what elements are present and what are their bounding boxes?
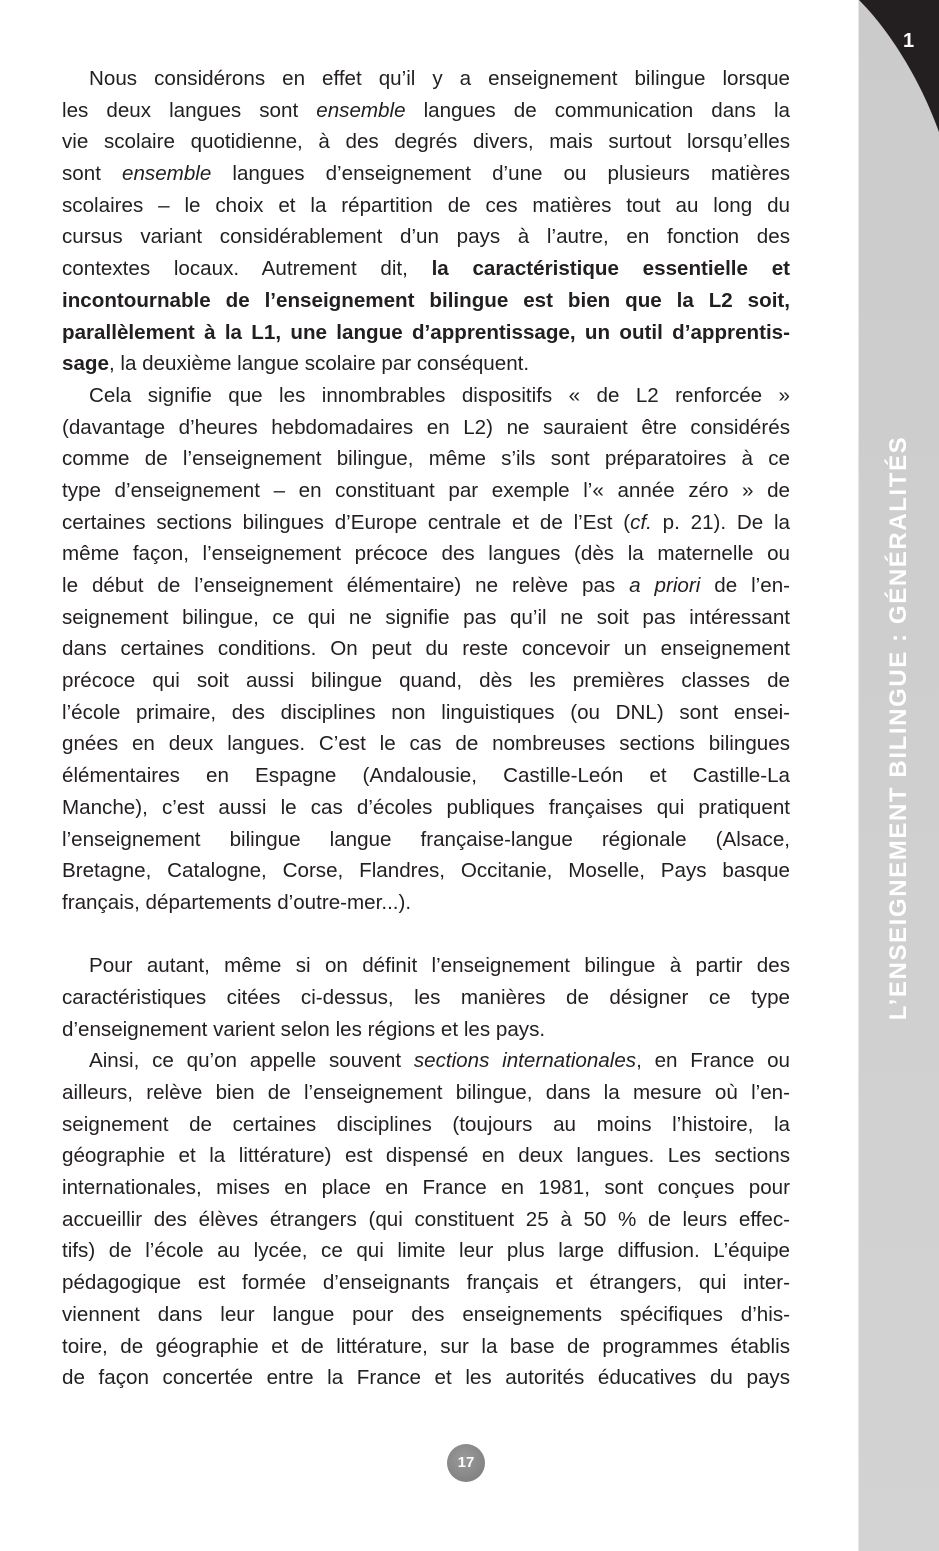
chapter-tab <box>859 0 939 140</box>
text-line <box>62 1204 790 1236</box>
text-line <box>62 1109 790 1141</box>
text-line <box>62 950 790 982</box>
text-segment: viennent dans leur langue pour des enseignements spécifiques d’his- <box>62 1302 790 1326</box>
text-segment: d’enseignement varient selon les régions et les pays. <box>62 1017 546 1041</box>
text-segment: de l’en- <box>700 574 791 597</box>
text-line <box>62 95 790 127</box>
text-line <box>62 1014 790 1046</box>
text-segment: ailleurs, relève bien de l’enseignement bilingue, dans la mesure où l’en- <box>62 1081 790 1104</box>
text-segment: , en France ou <box>636 1049 790 1073</box>
text-segment: certaines sections bilingues d’Europe centrale et de l’Est ( <box>62 510 631 534</box>
text-line <box>62 285 790 317</box>
italic-text: ensemble <box>316 98 406 122</box>
text-segment: sont <box>62 162 123 186</box>
text-segment: , la deuxième langue scolaire par conséquent. <box>108 352 530 376</box>
text-segment: vie scolaire quotidienne, à des degrés divers, mais surtout lorsqu’elles <box>62 130 790 154</box>
bold-text: parallèlement à la L1, une langue d’apprentissage, un outil d’apprentis- <box>62 320 790 344</box>
text-line <box>62 221 790 253</box>
text-segment: le début de l’enseignement élémentaire) ne relève pas <box>62 574 630 597</box>
italic-text: a priori <box>629 574 701 597</box>
text-line <box>62 190 790 222</box>
text-segment: toire, de géographie et de littérature, sur la base de programmes établis <box>62 1334 790 1358</box>
bold-text: incontournable de l’enseignement bilingue est bien que la L2 soit, <box>62 288 790 312</box>
text-segment: Ainsi, ce qu’on appelle souvent <box>89 1049 414 1073</box>
bold-text: la caractéristique essentielle et <box>431 257 791 281</box>
text-segment: précoce qui soit aussi bilingue quand, dès les premières classes de <box>62 669 790 693</box>
text-segment: scolaires – le choix et la répartition de ces matières tout au long du <box>62 193 790 217</box>
italic-text: sections internationales <box>413 1049 637 1073</box>
paragraph-gap <box>62 919 790 951</box>
text-segment: Cela signifie que les innombrables dispositifs « de L2 renforcée » <box>89 383 790 407</box>
text-segment: français, départements d’outre-mer...). <box>62 890 412 914</box>
text-line <box>62 792 790 824</box>
text-line <box>62 665 790 697</box>
text-segment: géographie et la littérature) est dispensé en deux langues. Les sections <box>62 1144 790 1168</box>
text-line <box>62 1045 790 1077</box>
text-line <box>62 1362 790 1394</box>
text-line <box>62 443 790 475</box>
text-segment: type d’enseignement – en constituant par exemple l’« année zéro » de <box>62 478 790 502</box>
text-segment: Manche), c’est aussi le cas d’écoles publiques françaises qui pratiquent <box>62 795 790 819</box>
text-segment: Pour autant, même si on définit l’enseignement bilingue à partir des <box>89 954 790 978</box>
text-segment: contextes locaux. Autrement dit, <box>62 257 432 281</box>
text-line <box>62 855 790 887</box>
italic-text: cf. <box>630 510 652 534</box>
text-line <box>62 538 790 570</box>
text-segment: accueillir des élèves étrangers (qui constituent 25 à 50 % de leurs effec- <box>62 1207 790 1231</box>
text-segment: de façon concertée entre la France et les autorités éducatives du pays <box>62 1366 790 1390</box>
text-segment: pédagogique est formée d’enseignants français et étrangers, qui inter- <box>62 1271 790 1295</box>
chapter-number: 1 <box>903 30 915 52</box>
text-line <box>62 63 790 95</box>
text-segment: élémentaires en Espagne (Andalousie, Castille-León et Castille-La <box>62 764 790 788</box>
text-line <box>62 1140 790 1172</box>
text-line <box>62 570 790 602</box>
text-segment: internationales, mises en place en France en 1981, sont conçues pour <box>62 1176 790 1200</box>
text-segment: dans certaines conditions. On peut du reste concevoir un enseignement <box>62 637 790 661</box>
text-segment: gnées en deux langues. C’est le cas de nombreuses sections bilingues <box>62 732 790 756</box>
text-segment: comme de l’enseignement bilingue, même s’ils sont préparatoires à ce <box>62 447 790 471</box>
text-line <box>62 158 790 190</box>
text-segment: langues d’enseignement d’une ou plusieurs matières <box>211 162 790 186</box>
text-line <box>62 887 790 919</box>
text-line <box>62 348 790 380</box>
text-segment: langues de communication dans la <box>405 98 790 122</box>
italic-text: ensemble <box>122 162 212 186</box>
text-line <box>62 380 790 412</box>
text-segment: l’enseignement bilingue langue française-langue régionale (Alsace, <box>62 827 790 851</box>
text-segment: l’école primaire, des disciplines non linguistiques (ou DNL) sont ensei- <box>62 700 790 724</box>
text-line <box>62 633 790 665</box>
text-line <box>62 475 790 507</box>
text-segment: tifs) de l’école au lycée, ce qui limite leur plus large diffusion. L’équipe <box>62 1239 790 1263</box>
text-line <box>62 317 790 349</box>
text-line <box>62 824 790 856</box>
chapter-sidebar <box>858 0 939 1551</box>
text-segment: même façon, l’enseignement précoce des langues (dès la maternelle ou <box>62 542 790 566</box>
text-line <box>62 982 790 1014</box>
text-line <box>62 253 790 285</box>
text-line <box>62 760 790 792</box>
text-line <box>62 1331 790 1363</box>
text-segment: Nous considérons en effet qu’il y a enseignement bilingue lorsque <box>89 67 790 90</box>
text-line <box>62 1267 790 1299</box>
text-segment: (davantage d’heures hebdomadaires en L2) ne sauraient être considérés <box>62 415 790 439</box>
text-segment: seignement de certaines disciplines (toujours au moins l’histoire, la <box>62 1112 790 1136</box>
text-line <box>62 728 790 760</box>
text-line <box>62 1299 790 1331</box>
text-line <box>62 1077 790 1109</box>
text-segment: p. 21). De la <box>651 510 791 534</box>
text-segment: Bretagne, Catalogne, Corse, Flandres, Occitanie, Moselle, Pays basque <box>62 859 790 883</box>
text-segment: les deux langues sont <box>62 98 317 122</box>
bold-text: sage <box>62 352 109 376</box>
text-segment: cursus variant considérablement d’un pays à l’autre, en fonction des <box>62 225 790 249</box>
text-line <box>62 697 790 729</box>
text-line <box>62 507 790 539</box>
text-segment: caractéristiques citées ci-dessus, les manières de désigner ce type <box>62 985 790 1009</box>
text-line <box>62 412 790 444</box>
body-text <box>62 63 790 1394</box>
chapter-title: L’ENSEIGNEMENT BILINGUE : GÉNÉRALITÉS <box>885 435 912 1021</box>
text-segment: seignement bilingue, ce qui ne signifie pas qu’il ne soit pas intéressant <box>62 605 790 629</box>
text-line <box>62 602 790 634</box>
text-line <box>62 1235 790 1267</box>
text-line <box>62 126 790 158</box>
text-line <box>62 1172 790 1204</box>
page-number: 17 <box>447 1444 485 1482</box>
